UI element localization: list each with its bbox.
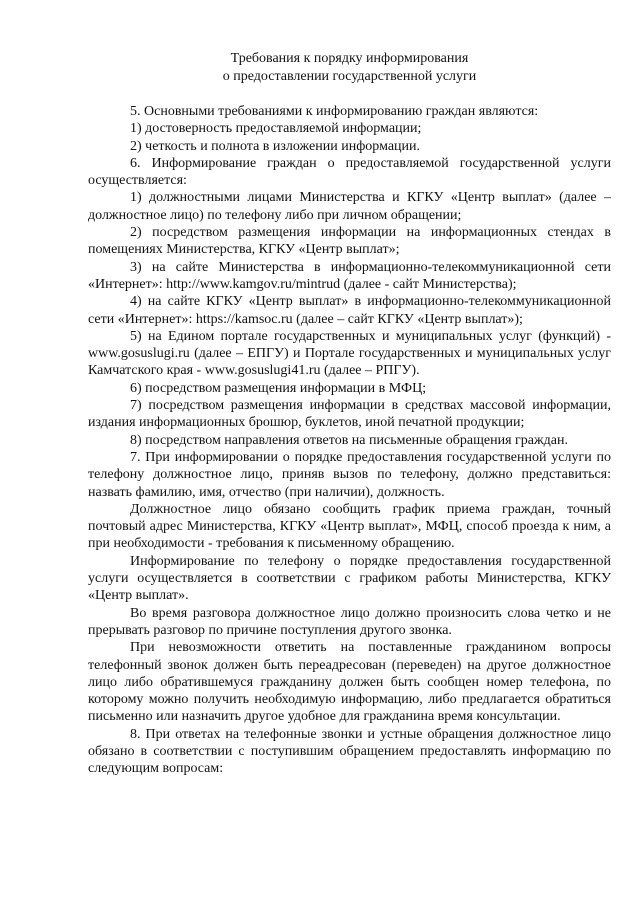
document-page <box>88 50 611 778</box>
paragraph-6-item-6: 6) посредством размещения информации в МФЦ; <box>130 380 427 396</box>
paragraph-6: 6. Информирование граждан о предоставляемой государственной услуги осуществляется: <box>88 155 611 189</box>
document-title <box>88 50 611 86</box>
paragraph-7-redirect: При невозможности ответить на поставленные гражданином вопросы телефонный звонок должен быть переадресован (переведен) на другое должностное лицо либо обратившемуся гражданину должен быть сообщен номер телефона, по которому можно получить необходимую информацию, либо предлагается обратиться письменно или назначить другое удобное для гражданина время консультации. <box>88 640 611 725</box>
title-line-2: о предоставлении государственной услуги <box>222 69 477 84</box>
title-line-1: Требования к порядку информирования <box>230 51 469 66</box>
paragraph-6-item-3: 3) на сайте Министерства в информационно-телекоммуникационной сети «Интернет»: http://www.kamgov.ru/mintrud (далее - сайт Министерства); <box>88 259 611 292</box>
paragraph-8: 8. При ответах на телефонные звонки и устные обращения должностное лицо обязано в соответствии с поступившим обращением предоставлять информацию по следующим вопросам: <box>88 726 611 777</box>
paragraph-7-conversation: Во время разговора должностное лицо должно произносить слова четко и не прерывать разговор по причине поступления другого звонка. <box>88 605 611 638</box>
paragraph-5-item-1: 1) достоверность предоставляемой информации; <box>130 121 422 137</box>
paragraph-7-schedule: Должностное лицо обязано сообщить график приема граждан, точный почтовый адрес Министерства, КГКУ «Центр выплат», МФЦ, способ проезда к ним, а при необходимости - требования к письменному обращению. <box>88 501 611 552</box>
paragraph-6-item-8: 8) посредством направления ответов на письменные обращения граждан. <box>130 432 568 448</box>
paragraph-6-item-5: 5) на Едином портале государственных и муниципальных услуг (функций) - www.gosuslugi.ru (далее – ЕПГУ) и Портале государственных и муниципальных услуг Камчатского края - www.gosuslugi41.ru (далее – РПГУ). <box>88 328 611 379</box>
document-body <box>88 103 611 778</box>
paragraph-5: 5. Основными требованиями к информированию граждан являются: <box>130 104 539 119</box>
paragraph-6-item-1: 1) должностными лицами Министерства и КГКУ «Центр выплат» (далее – должностное лицо) по телефону либо при личном обращении; <box>88 190 611 223</box>
paragraph-7-phone-hours: Информирование по телефону о порядке предоставления государственной услуги осуществляется в соответствии с графиком работы Министерства, КГКУ «Центр выплат». <box>88 553 611 604</box>
paragraph-6-item-4: 4) на сайте КГКУ «Центр выплат» в информационно-телекоммуникационной сети «Интернет»: https://kamsoc.ru (далее – сайт КГКУ «Центр выплат»); <box>88 294 611 327</box>
paragraph-6-item-7: 7) посредством размещения информации в средствах массовой информации, издания информационных брошюр, буклетов, иной печатной продукции; <box>88 398 611 431</box>
paragraph-5-item-2: 2) четкость и полнота в изложении информации. <box>130 138 421 154</box>
paragraph-7: 7. При информировании о порядке предоставления государственной услуги по телефону должностное лицо, приняв вызов по телефону, должно представиться: назвать фамилию, имя, отчество (при наличии), должность. <box>88 449 611 500</box>
paragraph-6-item-2: 2) посредством размещения информации на информационных стендах в помещениях Министерства, КГКУ «Центр выплат»; <box>88 225 611 258</box>
